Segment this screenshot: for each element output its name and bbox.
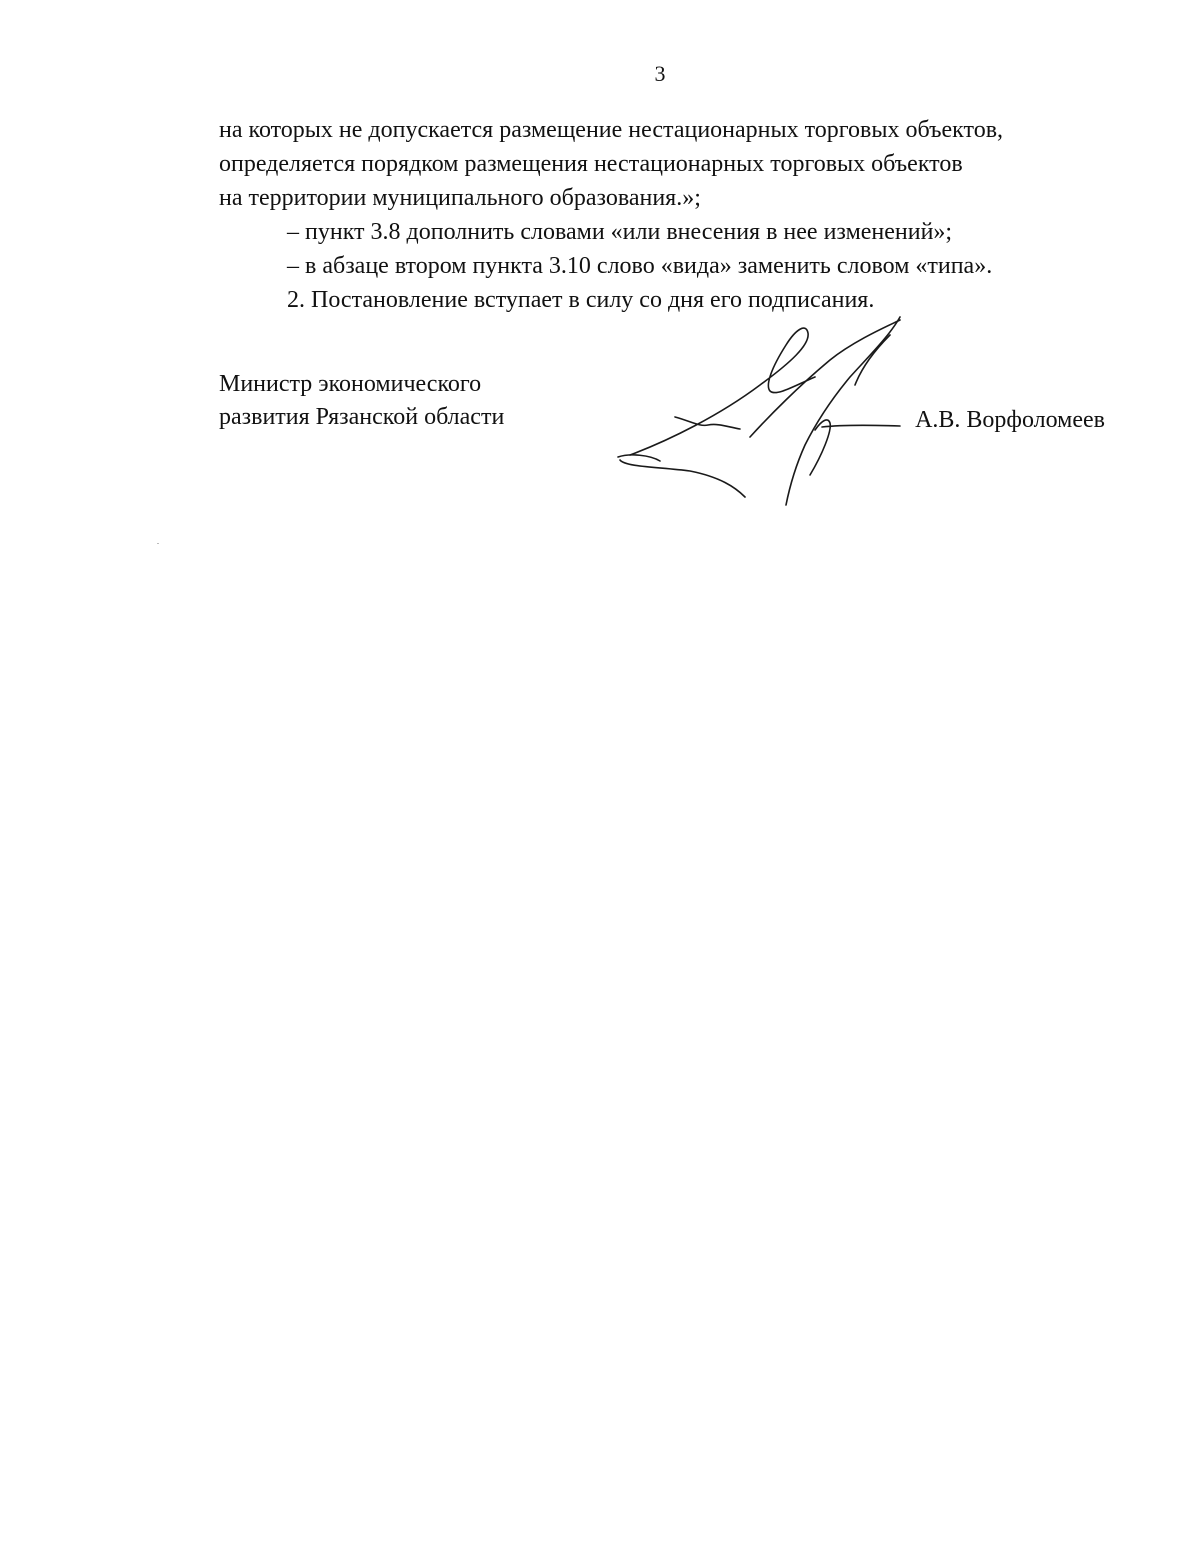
amendment-item-3-10: – в абзаце втором пункта 3.10 слово «вида» заменить словом «типа». <box>287 253 993 279</box>
document-body <box>219 113 1105 317</box>
handwritten-signature <box>600 305 930 515</box>
effective-date-clause: 2. Постановление вступает в силу со дня его подписания. <box>287 287 875 313</box>
paragraph-continuation-line-1: на которых не допускается размещение нестационарных торговых объектов, <box>219 117 1004 143</box>
signature-stroke <box>810 420 830 475</box>
paragraph-continuation-line-2: определяется порядком размещения нестационарных торговых объектов <box>219 151 963 177</box>
signer-position <box>219 368 504 434</box>
signature-stroke <box>620 460 745 497</box>
signature-stroke <box>855 335 890 385</box>
scan-artifact <box>157 543 159 544</box>
page-number: 3 <box>654 61 666 86</box>
signature-stroke <box>786 317 900 505</box>
amendment-item-3-8: – пункт 3.8 дополнить словами «или внесения в нее изменений»; <box>287 219 953 245</box>
signer-name: А.В. Ворфоломеев <box>915 407 1105 433</box>
signer-position-line-2: развития Рязанской области <box>219 404 505 430</box>
signer-position-line-1: Министр экономического <box>219 371 482 397</box>
signature-stroke <box>630 328 815 455</box>
paragraph-continuation-line-3: на территории муниципального образования.»; <box>219 185 701 211</box>
signature-stroke <box>618 455 660 461</box>
signature-stroke <box>822 425 900 427</box>
